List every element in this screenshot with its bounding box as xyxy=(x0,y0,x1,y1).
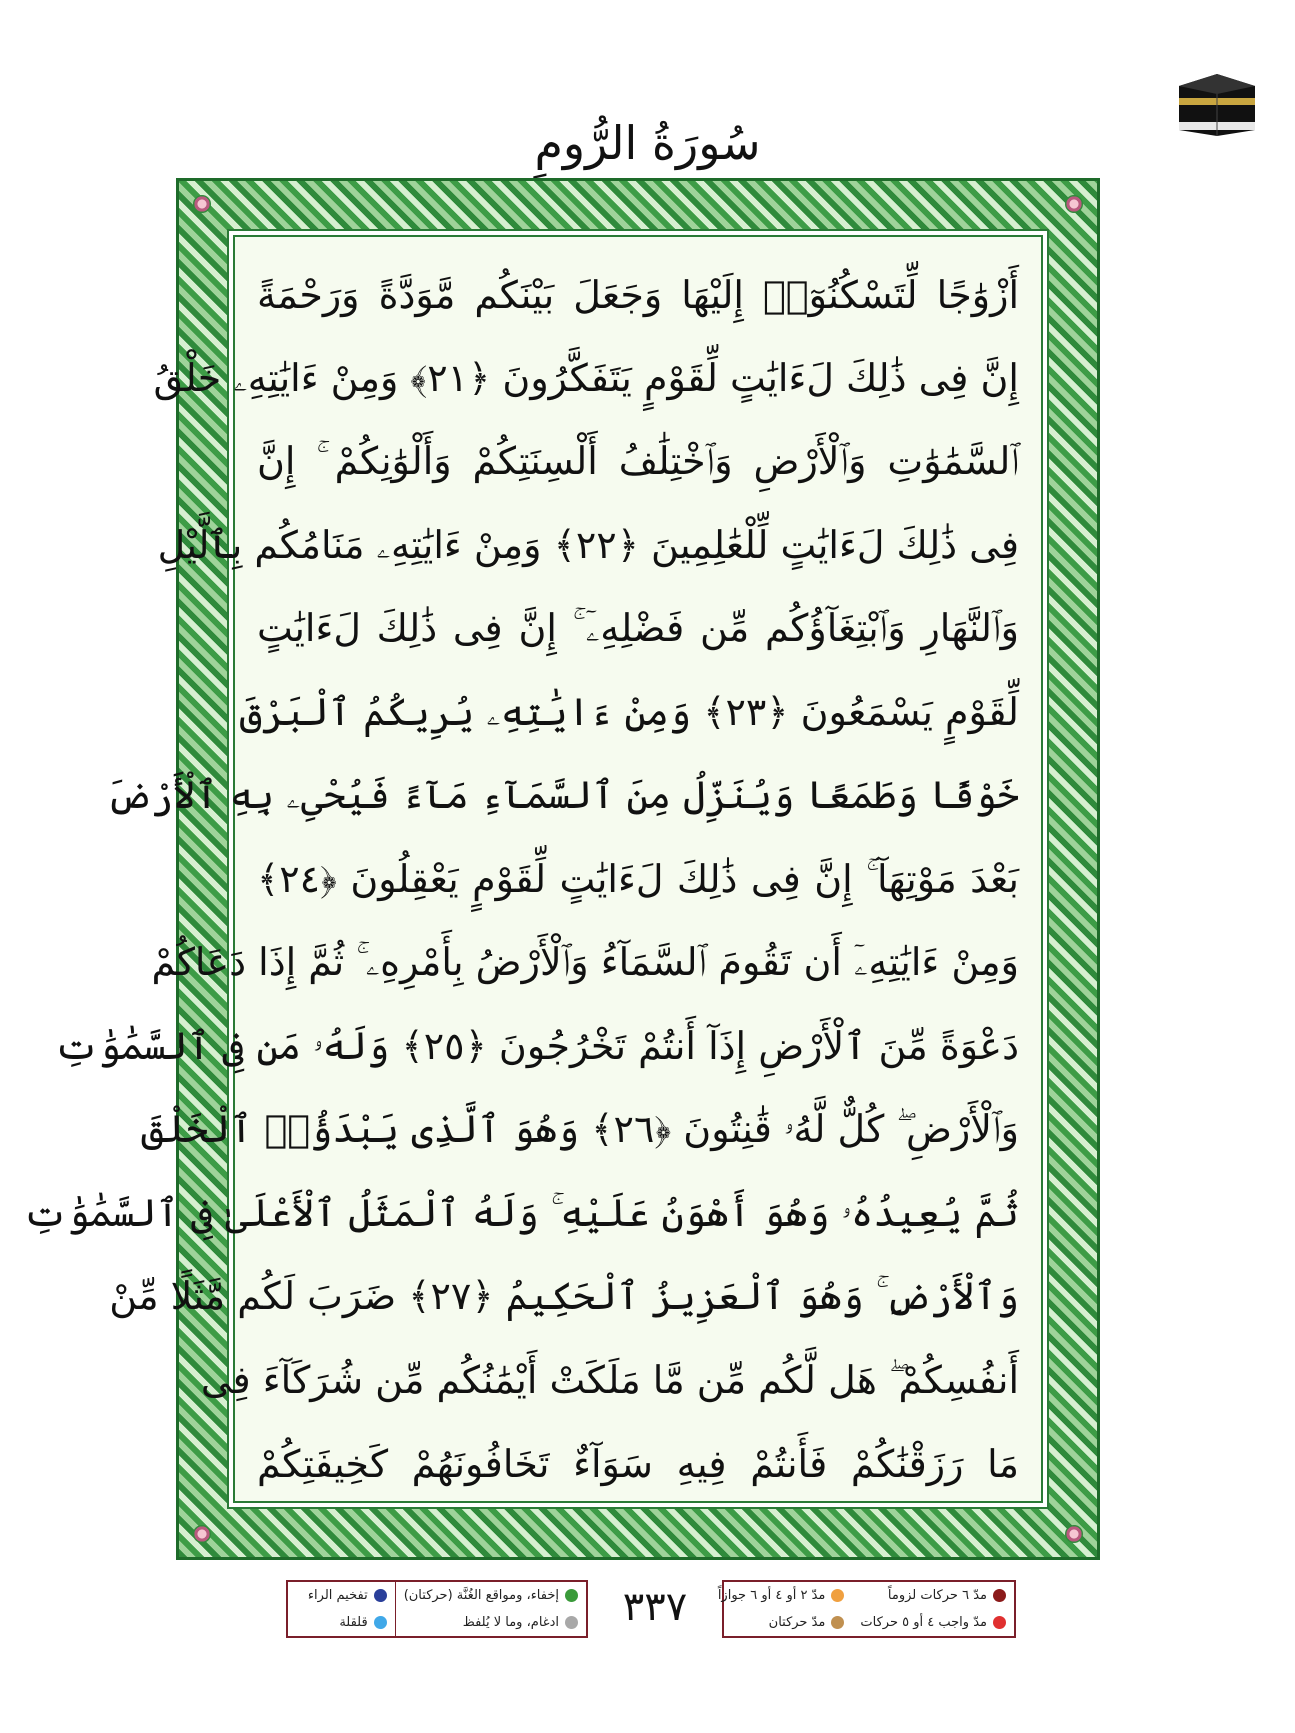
corner-rosette xyxy=(1065,1525,1083,1543)
text-line: دَعْوَةً مِّنَ ٱلْأَرْضِ إِذَآ أَنتُمْ تَخْرُجُونَ ﴿٢٥﴾ وَلَهُۥ مَن فِى ٱلسَّمَٰوَٰتِ xyxy=(54,1023,1019,1068)
legend-item: مدّ حركتان xyxy=(710,1609,853,1636)
text-line: وَمِنْ ءَايَٰتِهِۦٓ أَن تَقُومَ ٱلسَّمَآءُ وَٱلْأَرْضُ بِأَمْرِهِۦ ۚ ثُمَّ إِذَا دَعَاكُمْ xyxy=(151,940,1019,985)
text-line: ٱلسَّمَٰوَٰتِ وَٱلْأَرْضِ وَٱخْتِلَٰفُ أَلْسِنَتِكُمْ وَأَلْوَٰنِكُمْ ۚ إِنَّ xyxy=(257,439,1019,484)
text-line: خَوْفًا وَطَمَعًا وَيُنَزِّلُ مِنَ ٱلسَّمَآءِ مَآءً فَيُحْىِۦ بِهِ ٱلْأَرْضَ xyxy=(106,773,1019,818)
corner-rosette xyxy=(1065,195,1083,213)
legend-color-dot xyxy=(374,1616,387,1629)
text-line: وَٱلنَّهَارِ وَٱبْتِغَآؤُكُم مِّن فَضْلِهِۦٓ ۚ إِنَّ فِى ذَٰلِكَ لَءَايَٰتٍ xyxy=(257,606,1019,651)
text-line: وَٱلْأَرْضِ ۖ كُلٌّ لَّهُۥ قَٰنِتُونَ ﴿٢٦﴾ وَهُوَ ٱلَّذِى يَبْدَؤُا۟ ٱلْخَلْقَ xyxy=(141,1107,1019,1152)
text-line: وَٱلْأَرْضِ ۚ وَهُوَ ٱلْعَزِيزُ ٱلْحَكِيمُ ﴿٢٧﴾ ضَرَبَ لَكُم مَّثَلًا مِّنْ xyxy=(109,1274,1019,1319)
text-line: ثُمَّ يُعِيدُهُۥ وَهُوَ أَهْوَنُ عَلَيْهِ ۚ وَلَهُ ٱلْمَثَلُ ٱلْأَعْلَىٰ فِى ٱلسَّمَٰوَٰتِ xyxy=(22,1190,1019,1235)
legend-color-dot xyxy=(565,1616,578,1629)
text-line: أَنفُسِكُمْ ۖ هَل لَّكُم مِّن مَّا مَلَكَتْ أَيْمَٰنُكُم مِّن شُرَكَآءَ فِى xyxy=(200,1357,1019,1402)
legend-item: تفخيم الراء xyxy=(288,1582,395,1609)
page-frame xyxy=(22,178,1100,1560)
page-number: ٣٣٧ xyxy=(622,1584,688,1630)
text-line: لِّقَوْمٍ يَسْمَعُونَ ﴿٢٣﴾ وَمِنْ ءَايَٰتِهِۦ يُرِيكُمُ ٱلْبَرْقَ xyxy=(239,689,1019,734)
legend-item: مدّ واجب ٤ أو ٥ حركات xyxy=(852,1609,1014,1636)
text-line: إِنَّ فِى ذَٰلِكَ لَءَايَٰتٍ لِّقَوْمٍ يَتَفَكَّرُونَ ﴿٢١﴾ وَمِنْ ءَايَٰتِهِۦ خَلْقُ xyxy=(153,355,1019,400)
text-line: فِى ذَٰلِكَ لَءَايَٰتٍ لِّلْعَٰلِمِينَ ﴿٢٢﴾ وَمِنْ ءَايَٰتِهِۦ مَنَامُكُم بِٱلَّيْلِ xyxy=(157,522,1019,567)
legend-color-dot xyxy=(831,1589,844,1602)
legend-item: مدّ ٦ حركات لزوماً xyxy=(852,1582,1014,1609)
legend-item: قلقلة xyxy=(288,1609,395,1636)
legend-color-dot xyxy=(993,1589,1006,1602)
legend-color-dot xyxy=(374,1589,387,1602)
text-line: مَا رَزَقْنَٰكُمْ فَأَنتُمْ فِيهِ سَوَآءٌ تَخَافُونَهُمْ كَخِيفَتِكُمْ xyxy=(257,1441,1019,1486)
quran-text xyxy=(22,253,1019,1486)
tajweed-legend-left xyxy=(286,1580,588,1638)
legend-item: إخفاء، ومواقع الغُنَّة (حركتان) xyxy=(395,1582,586,1609)
corner-rosette xyxy=(193,1525,211,1543)
legend-item: ادغام، وما لا يُلفظ xyxy=(395,1609,586,1636)
text-panel xyxy=(22,229,1049,1509)
text-line: بَعْدَ مَوْتِهَآ ۚ إِنَّ فِى ذَٰلِكَ لَءَايَٰتٍ لِّقَوْمٍ يَعْقِلُونَ ﴿٢٤﴾ xyxy=(257,856,1019,901)
legend-color-dot xyxy=(831,1616,844,1629)
text-line: أَزْوَٰجًا لِّتَسْكُنُوٓا۟ إِلَيْهَا وَجَعَلَ بَيْنَكُم مَّوَدَّةً وَرَحْمَةً xyxy=(257,272,1019,317)
surah-title: سُورَةُ الرُّومِ xyxy=(534,116,761,170)
tajweed-legend-right xyxy=(717,1580,1016,1638)
corner-rosette xyxy=(193,195,211,213)
legend-color-dot xyxy=(993,1616,1006,1629)
legend-color-dot xyxy=(565,1589,578,1602)
legend-item: مدّ ٢ أو ٤ أو ٦ جوازاً xyxy=(710,1582,853,1609)
